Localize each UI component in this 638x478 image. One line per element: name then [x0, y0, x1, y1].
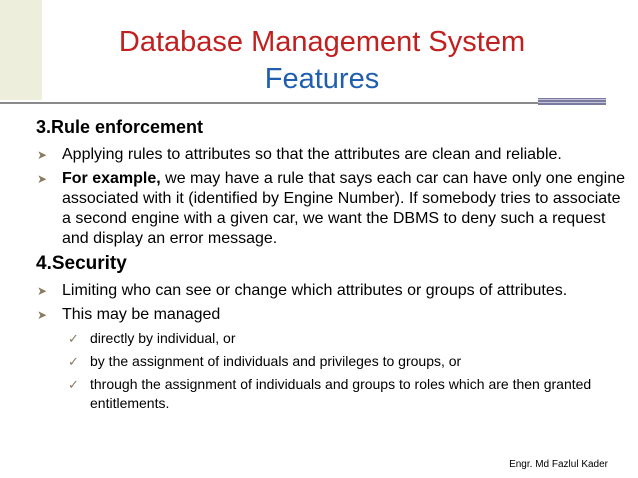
bullet-text: Applying rules to attributes so that the attributes are clean and reliable.	[62, 145, 562, 163]
arrow-bullet-icon: ➤	[37, 284, 48, 299]
slide-footer: Engr. Md Fazlul Kader	[509, 459, 608, 470]
checkmark-icon: ✓	[68, 377, 79, 393]
title-divider	[0, 102, 605, 104]
list-item	[36, 169, 626, 249]
list-item	[36, 145, 626, 165]
list-item	[36, 281, 626, 301]
bullet-text: This may be managed	[62, 306, 221, 324]
checkmark-icon: ✓	[68, 331, 79, 347]
sub-list-item	[36, 375, 626, 413]
slide-content	[36, 117, 626, 417]
bullet-text: Limiting who can see or change which attributes or groups of attributes.	[62, 282, 568, 300]
title-divider-accent	[538, 98, 606, 105]
sub-bullet-text: directly by individual, or	[90, 330, 236, 347]
sub-bullet-text: by the assignment of individuals and privileges to groups, or	[90, 353, 462, 370]
section-heading-rule-enforcement: 3.Rule enforcement	[36, 117, 204, 137]
sub-list-item	[36, 352, 626, 371]
sub-bullet-text: through the assignment of individuals and groups to roles which are then granted entitlements.	[90, 376, 592, 412]
list-item	[36, 305, 626, 325]
sub-list-item	[36, 329, 626, 348]
slide-title: Database Management System	[118, 26, 526, 58]
section-heading-security: 4.Security	[36, 252, 127, 274]
bullet-bold-lead: For example,	[62, 169, 161, 187]
bullet-text: we may have a rule that says each car can have only one engine associated with it (identified by Engine Number). If somebody tries to associate a second engine with a given car, we want the DBMS to deny such a request and display an error message.	[62, 169, 625, 247]
decorative-band	[0, 0, 42, 100]
checkmark-icon: ✓	[68, 354, 79, 370]
slide-subtitle: Features	[264, 63, 380, 95]
arrow-bullet-icon: ➤	[37, 147, 48, 162]
arrow-bullet-icon: ➤	[37, 171, 48, 186]
arrow-bullet-icon: ➤	[37, 308, 48, 323]
